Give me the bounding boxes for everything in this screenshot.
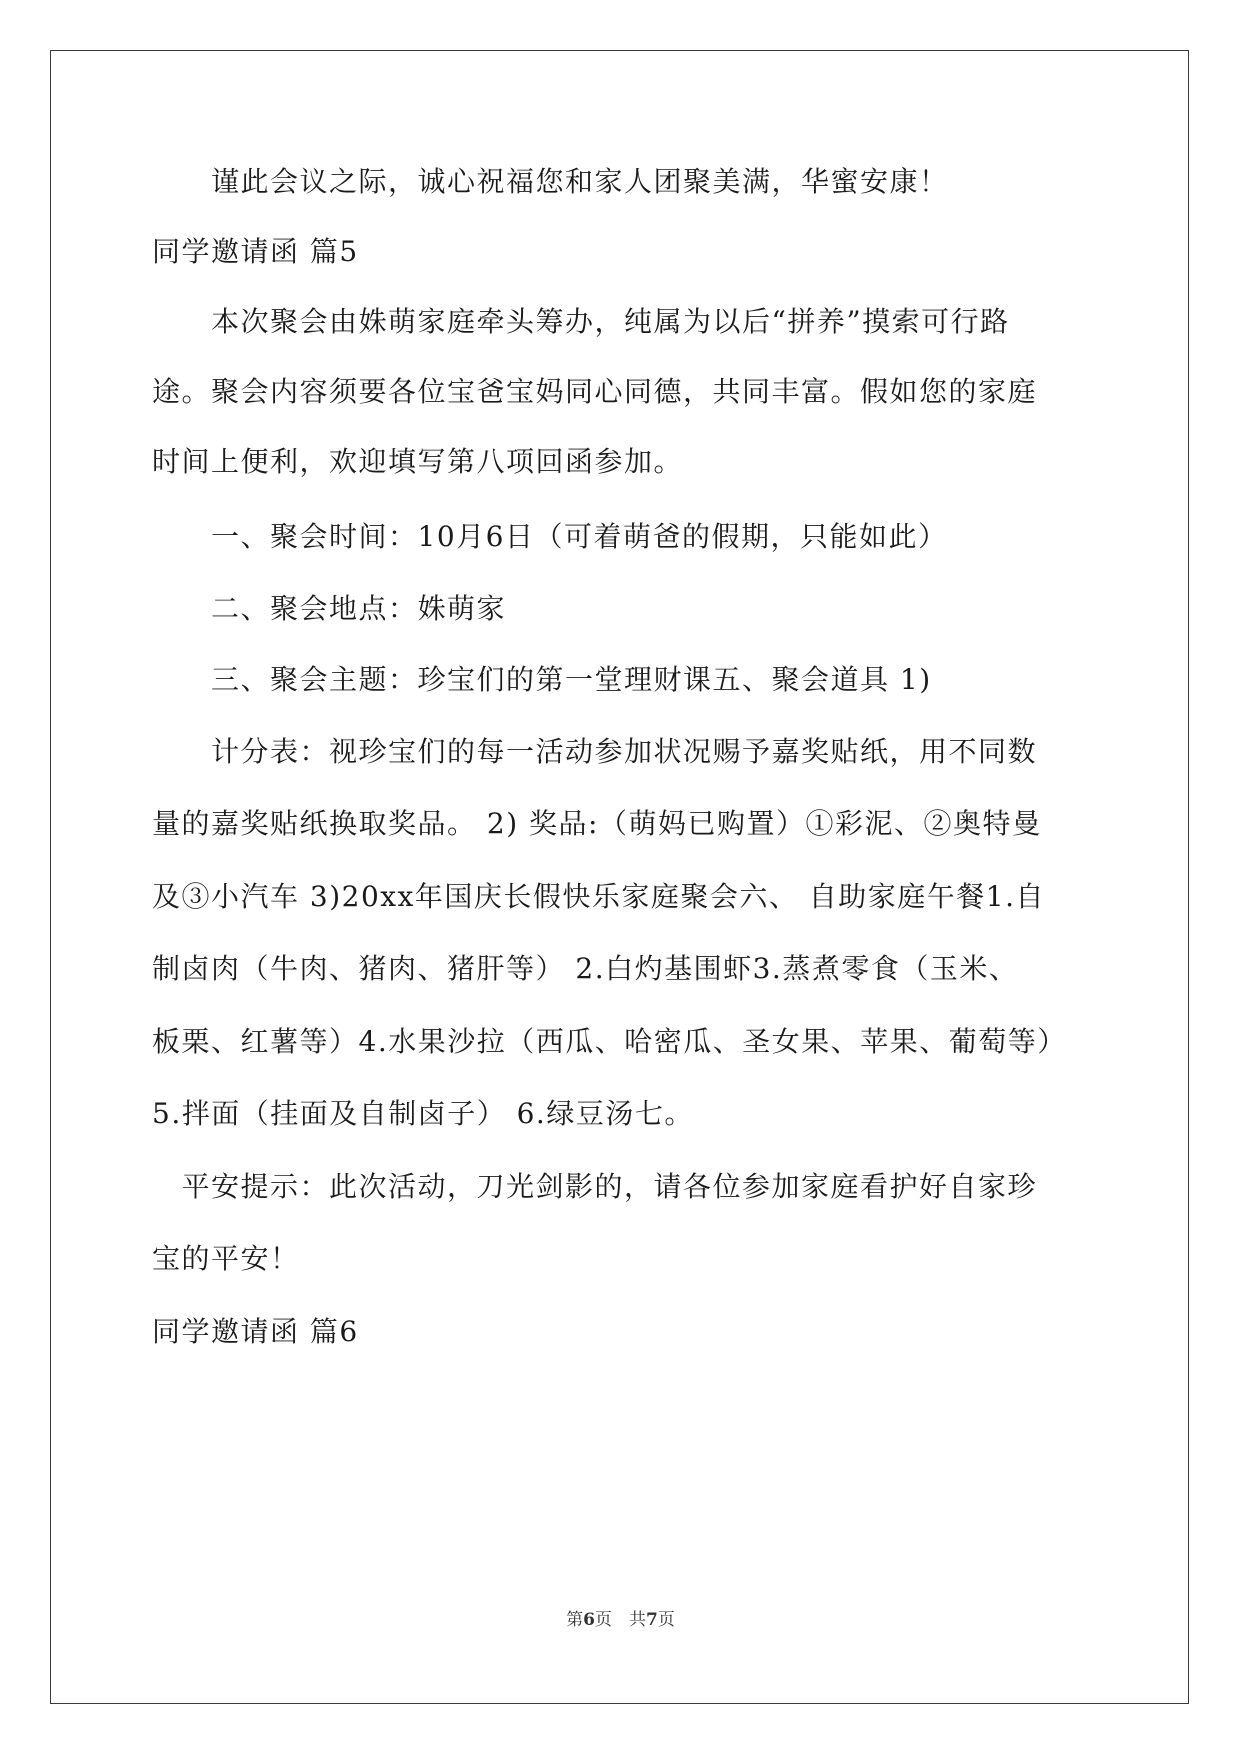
- paragraph-line: 时间上便利，欢迎填写第八项回函参加。: [152, 445, 684, 478]
- paragraph-line: 量的嘉奖贴纸换取奖品。 2) 奖品:（萌妈已购置）①彩泥、②奥特曼: [152, 807, 1042, 840]
- paragraph-line: 一、聚会时间：10月6日（可着萌爸的假期，只能如此）: [152, 520, 948, 553]
- paragraph-line: 本次聚会由姝萌家庭牵头筹办，纯属为以后“拼养”摸索可行路: [152, 305, 1010, 338]
- total-page-number: 7: [646, 1610, 658, 1630]
- paragraph-line: 二、聚会地点：姝萌家: [152, 592, 507, 625]
- paragraph-line: 板栗、红薯等）4.水果沙拉（西瓜、哈密瓜、圣女果、苹果、葡萄等）: [152, 1025, 1067, 1058]
- paragraph-line: 谨此会议之际，诚心祝福您和家人团聚美满，华蜜安康！: [152, 165, 949, 198]
- paragraph-line: 途。聚会内容须要各位宝爸宝妈同心同德，共同丰富。假如您的家庭: [152, 375, 1038, 408]
- paragraph-line: 5.拌面（挂面及自制卤子） 6.绿豆汤七。: [152, 1097, 694, 1130]
- paragraph-line: 计分表：视珍宝们的每一活动参加状况赐予嘉奖贴纸，用不同数: [152, 735, 1038, 768]
- current-page-number: 6: [583, 1610, 595, 1630]
- paragraph-line: 平安提示：此次活动，刀光剑影的，请各位参加家庭看护好自家珍: [152, 1170, 1038, 1203]
- paragraph-line: 宝的平安！: [152, 1242, 300, 1275]
- footer-prefix: 第: [566, 1610, 584, 1630]
- section-heading: 同学邀请函 篇6: [152, 1315, 359, 1348]
- paragraph-line: 三、聚会主题：珍宝们的第一堂理财课五、聚会道具 1): [152, 663, 932, 696]
- section-heading: 同学邀请函 篇5: [152, 235, 359, 268]
- paragraph-line: 制卤肉（牛肉、猪肉、猪肝等） 2.白灼基围虾3.蒸煮零食（玉米、: [152, 952, 1019, 985]
- footer-mid: 页 共: [595, 1610, 646, 1630]
- page-footer: [0, 1605, 1241, 1630]
- paragraph-line: 及③小汽车 3)20xx年国庆长假快乐家庭聚会六、 自助家庭午餐1.自: [152, 880, 1045, 913]
- footer-suffix: 页: [657, 1610, 675, 1630]
